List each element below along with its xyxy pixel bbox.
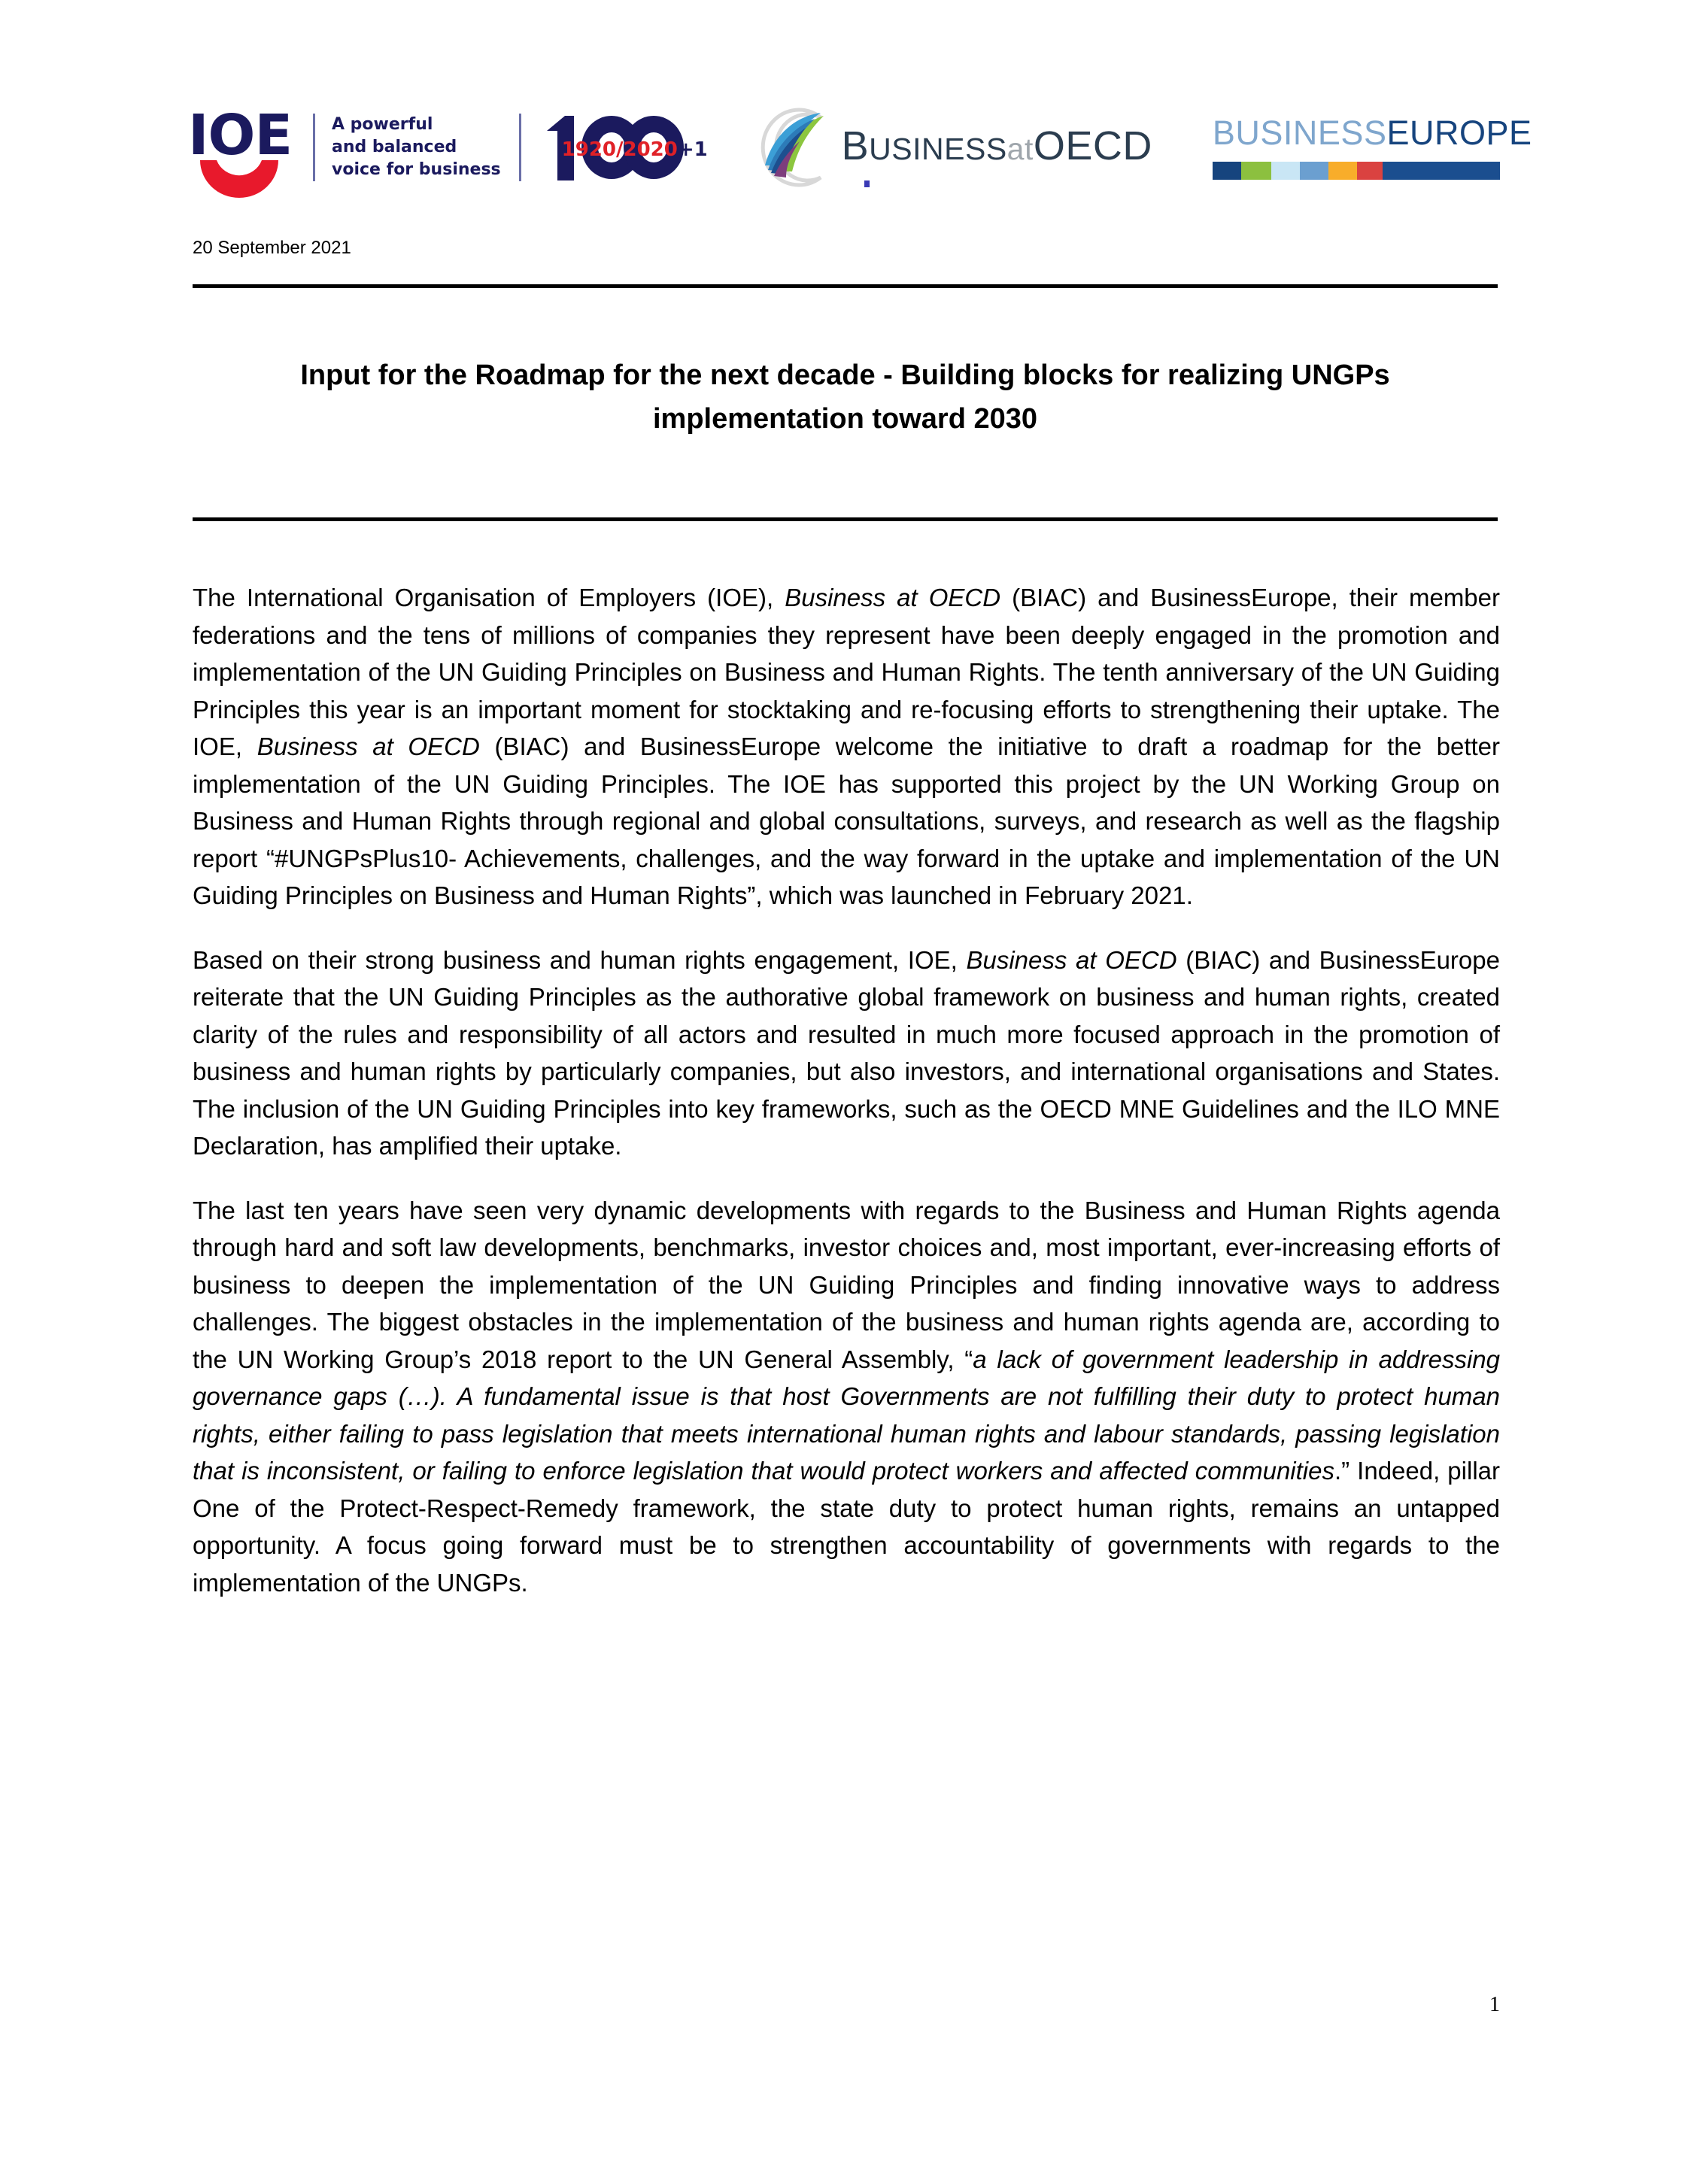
- ioe-letters: IOE: [188, 102, 292, 168]
- ioe-tagline-line-3: voice for business: [332, 159, 501, 179]
- business-at-oecd-logo: [751, 107, 1152, 188]
- p2-seg-a: Based on their strong business and human rights engagement, IOE,: [193, 945, 967, 974]
- be-bar-seg-6: [1357, 162, 1383, 180]
- be-business: BUSINESS: [1212, 114, 1387, 152]
- p3-seg-b: .” Indeed, pillar One of the Protect-Respect-Remedy framework, the state duty to protect human rights, remains an untapped opportunity. A focus going forward must be to strengthen accountability of governments with regards to the implementation of the UNGPs.: [193, 1457, 1500, 1597]
- p2-italic-1: Business at OECD: [966, 945, 1177, 974]
- businesseurope-wordmark: [1213, 114, 1532, 152]
- p1-italic-1: Business at OECD: [785, 584, 1001, 611]
- paragraph-1: [193, 579, 1500, 915]
- page-number: 1: [1489, 1993, 1500, 2016]
- boecd-at: at: [1006, 131, 1034, 166]
- ioe-logo: [188, 102, 708, 193]
- businesseurope-logo: [1213, 114, 1532, 180]
- horizontal-rule-bottom: [193, 517, 1498, 521]
- ioe-divider: [313, 114, 315, 181]
- p1-italic-2: Business at OECD: [257, 733, 480, 760]
- be-europe: EUROPE: [1386, 114, 1532, 152]
- boecd-oecd: OECD: [1033, 123, 1152, 168]
- horizontal-rule-top: [193, 284, 1498, 288]
- business-at-oecd-swoosh-icon: [751, 107, 834, 188]
- ioe-centenary-years: [562, 138, 708, 161]
- businesseurope-color-bar: [1213, 162, 1500, 180]
- p1-seg-b: (BIAC) and BusinessEurope, their member federations and the tens of millions of companies they represent have been deeply engaged in the promotion and implementation of the UN Guiding Principles on Business and Human Rights. The tenth anniversary of the UN Guiding Principles this year is an important moment for stocktaking and re-focusing efforts to strengthening their uptake. The IOE,: [193, 584, 1501, 760]
- p1-seg-c: (BIAC) and BusinessEurope welcome the initiative to draft a roadmap for the better implementation of the UN Guiding Principles. The IOE has supported this project by the UN Working Group on Business and Human Rights through regional and global consultations, surveys, and research as well as the flagship report “#UNGPsPlus10- Achievements, challenges, and the way forward in the uptake and implementation of the UN Guiding Principles on Business and Human Rights”, which was launched in February 2021.: [193, 733, 1500, 909]
- logo-header-band: [188, 96, 1532, 198]
- document-date: 20 September 2021: [193, 238, 351, 258]
- business-at-oecd-wordmark: [841, 123, 1152, 169]
- paragraph-2: [193, 942, 1500, 1165]
- business-at-oecd-dot: [864, 180, 870, 187]
- be-bar-seg-3: [1271, 162, 1300, 180]
- boecd-usiness: USINESS: [869, 131, 1007, 166]
- paragraph-3: [193, 1192, 1500, 1602]
- be-bar-seg-2: [1241, 162, 1271, 180]
- p1-seg-a: The International Organisation of Employers (IOE),: [193, 584, 785, 611]
- document-body: [193, 579, 1500, 1601]
- p3-italic-1: a lack of government leadership in addressing governance gaps (…). A fundamental issue is that host Governments are not fulfilling their duty to protect human rights, either failing to pass legislation that meets international human rights and labour standards, passing legislation that is inconsistent, or failing to enforce legislation that would protect workers and affected communities: [193, 1345, 1501, 1485]
- ioe-smile-icon: [199, 159, 280, 199]
- ioe-mark-icon: [188, 103, 293, 192]
- ioe-tagline-line-1: A powerful: [332, 114, 433, 134]
- ioe-tagline: [332, 114, 501, 181]
- ioe-centenary-icon: [539, 111, 708, 184]
- ioe-tagline-line-2: and balanced: [332, 137, 457, 156]
- be-bar-seg-1: [1213, 162, 1241, 180]
- be-bar-seg-4: [1300, 162, 1328, 180]
- page-title: Input for the Roadmap for the next decade - Building blocks for realizing UNGPs implementation toward 2030: [300, 359, 1390, 435]
- be-bar-seg-7: [1383, 162, 1500, 180]
- p3-seg-a: The last ten years have seen very dynamic developments with regards to the Business and Human Rights agenda through hard and soft law developments, benchmarks, investor choices and, most important, ever-increasing efforts of business to deepen the implementation of the UN Guiding Principles and finding innovative ways to address challenges. The biggest obstacles in the implementation of the business and human rights agenda are, according to the UN Working Group’s 2018 report to the UN General Assembly, “: [193, 1196, 1500, 1373]
- centenary-plus-one: +1: [677, 138, 708, 161]
- p2-seg-b: (BIAC) and BusinessEurope reiterate that the UN Guiding Principles as the authorative global framework on business and human rights, created clarity of the rules and responsibility of all actors and resulted in much more focused approach in the promotion of business and human rights by particularly companies, but also investors, and international organisations and States. The inclusion of the UN Guiding Principles into key frameworks, such as the OECD MNE Guidelines and the ILO MNE Declaration, has amplified their uptake.: [193, 945, 1500, 1160]
- be-bar-seg-5: [1328, 162, 1357, 180]
- ioe-divider-2: [519, 114, 521, 181]
- centenary-year-range: 1920/2020: [561, 138, 678, 161]
- boecd-b: B: [841, 123, 870, 168]
